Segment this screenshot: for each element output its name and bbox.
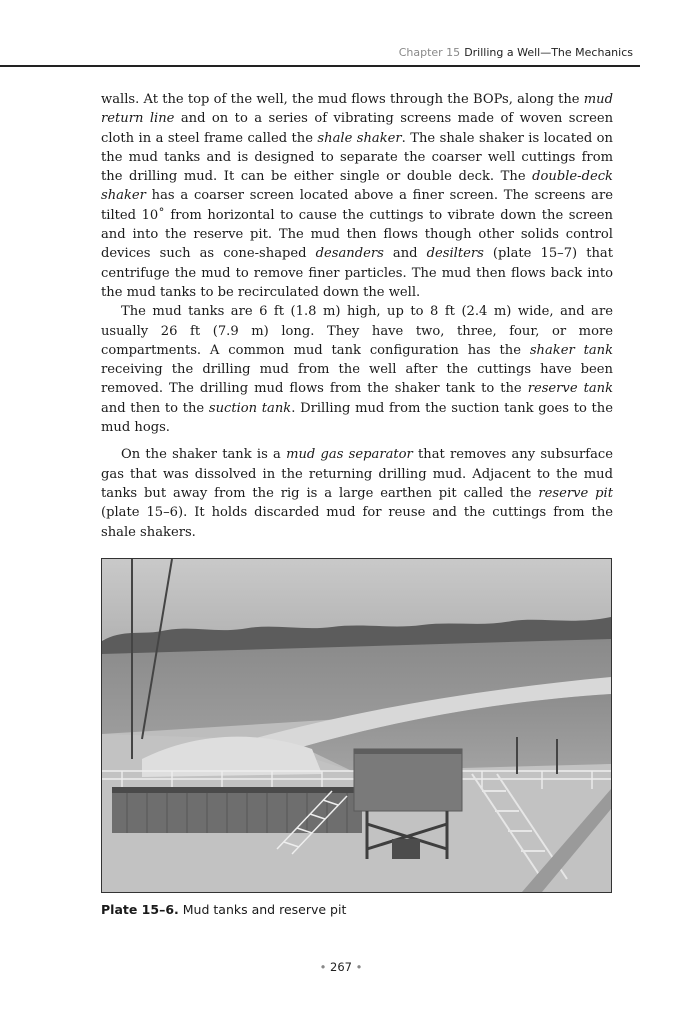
page-number-value: 267 — [330, 960, 352, 974]
text-run: receiving the drilling mud from the well after the cuttings have been removed. The drilling mud flows from the shaker tank to the — [101, 362, 613, 397]
text-run: (plate 15–7) that centrifuge the mud to remove finer particles. The mud then flows back into the mud tanks to be recirculated down the well. — [101, 246, 613, 300]
paragraph-1 — [101, 90, 613, 302]
plate-label: Plate 15–6. — [101, 902, 179, 917]
text-run: that removes any subsurface gas that was dissolved in the returning drilling mud. Adjacent to the mud tanks but away from the rig is a large earthen pit called the — [101, 447, 614, 501]
header-rule — [0, 65, 640, 67]
text-run: walls. At the top of the well, the mud flows through the BOPs, along the — [101, 92, 584, 107]
text-run: and — [383, 246, 427, 262]
term-italic: suction tank — [208, 400, 292, 416]
term-italic: desilters — [426, 246, 484, 262]
paragraph-2 — [101, 302, 613, 437]
pump-unit — [392, 839, 420, 859]
term-italic: reserve pit — [538, 485, 613, 501]
text-run: The mud tanks are 6 ft (1.8 m) high, up to 8 ft (2.4 m) wide, and are usually 26 ft (7.9 m) long. They have two, three, four, or more compartments. A common mud tank configuration has the — [101, 304, 613, 358]
chapter-title: Drilling a Well—The Mechanics — [464, 46, 633, 59]
text-run: and then to the — [101, 400, 209, 416]
text-run: On the shaker tank is a — [121, 447, 287, 463]
text-run: (plate 15–6). It holds discarded mud for reuse and the cuttings from the shale shakers. — [101, 505, 613, 540]
text-run: and on to a series of vibrating screens made of woven screen cloth in a steel frame called the — [101, 111, 613, 146]
separator-roof — [354, 749, 462, 754]
text-run: . The shale shaker is located on the mud tanks and is designed to separate the coarser well cuttings from the drilling mud. It can be either single or double deck. The — [101, 130, 613, 185]
caption-text: Mud tanks and reserve pit — [182, 902, 347, 917]
mud-tank-top — [112, 787, 362, 793]
paragraph-3 — [101, 445, 613, 541]
term-italic: desanders — [315, 246, 384, 262]
page-number: • 267 • — [319, 960, 363, 974]
running-header — [0, 46, 633, 59]
term-italic: mud return line — [101, 92, 613, 127]
text-run: . Drilling mud from the suction tank goes to the mud hogs. — [101, 400, 613, 436]
term-italic: double-deck shaker — [101, 169, 613, 204]
text-run: has a coarser screen located above a finer screen. The screens are tilted 10˚ from horizontal to cause the cuttings to vibrate down the screen and into the reserve pit. The mud then flows though other solids control devices such as cone-shaped — [101, 188, 613, 262]
term-italic: shale shaker — [317, 130, 402, 146]
term-italic: mud gas separator — [286, 447, 413, 463]
mud-tank-body — [112, 787, 362, 833]
photo-illustration — [102, 559, 611, 892]
term-italic: shaker tank — [529, 342, 613, 358]
term-italic: reserve tank — [527, 381, 614, 397]
separator-housing — [354, 749, 462, 811]
plate-photo-mud-tanks — [101, 558, 612, 893]
body-text — [101, 90, 613, 542]
chapter-number: Chapter 15 — [398, 46, 461, 59]
figure-caption — [101, 902, 610, 917]
